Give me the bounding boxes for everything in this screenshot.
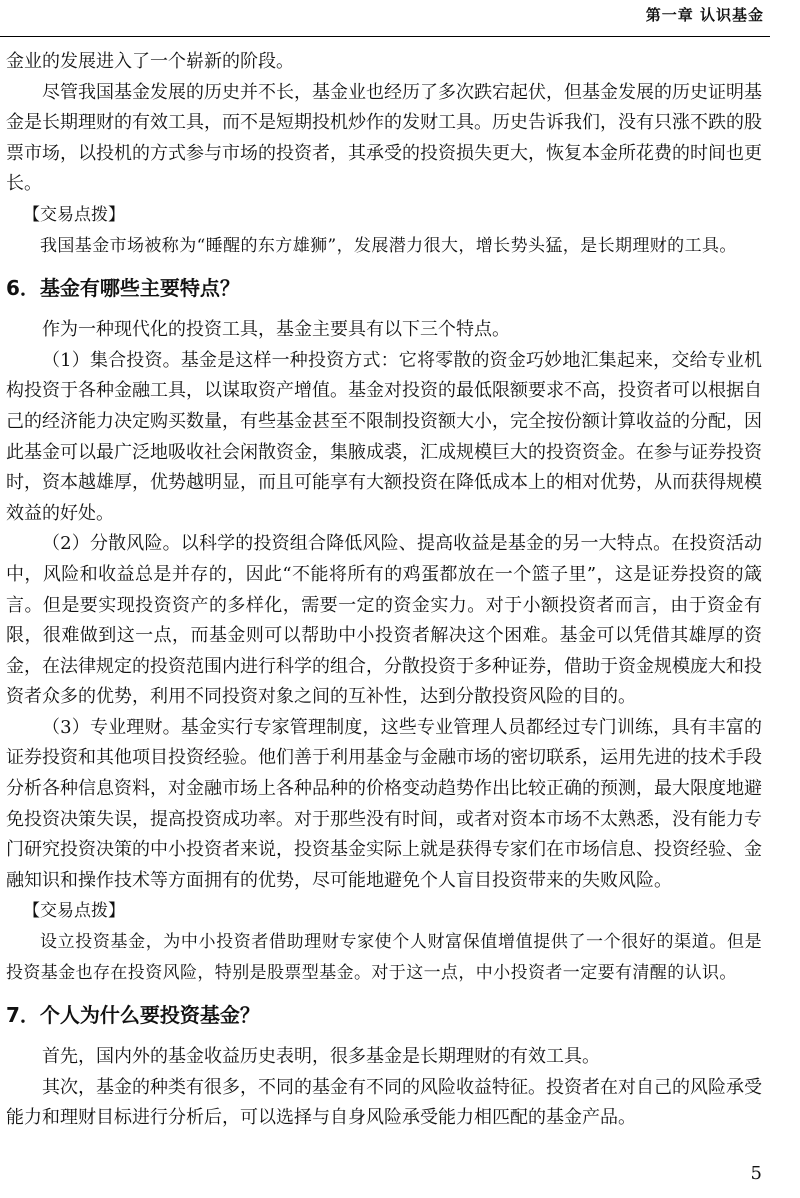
paragraph: 其次，基金的种类有很多，不同的基金有不同的风险收益特征。投资者在对自己的风险承受能力和理财目标进行分析后，可以选择与自身风险承受能力相匹配的基金产品。 <box>6 1076 762 1129</box>
paragraph: （1）集合投资。基金是这样一种投资方式：它将零散的资金巧妙地汇集起来，交给专业机构投资于各种金融工具，以谋取资产增值。基金对投资的最低限额要求不高，投资者可以根据自己的经济能力决定购买数量，有些基金甚至不限制投资额大小，完全按份额计算收益的分配，因此基金可以最广泛地吸收社会闲散资金，集腋成裘，汇成规模巨大的投资资金。在参与证券投资时，资本越雄厚，优势越明显，而且可能享有大额投资在降低成本上的相对优势，从而获得规模效益的好处。 <box>6 349 762 524</box>
paragraph: 尽管我国基金发展的历史并不长，基金业也经历了多次跌宕起伏，但基金发展的历史证明基金是长期理财的有效工具，而不是短期投机炒作的发财工具。历史告诉我们，没有只涨不跌的股票市场，以投机的方式参与市场的投资者，其承受的投资损失更大，恢复本金所花费的时间也更长。 <box>6 81 762 195</box>
tip-heading: 【交易点拨】 <box>23 204 125 225</box>
section-heading: 7．个人为什么要投资基金？ <box>6 1003 260 1028</box>
paragraph: 首先，国内外的基金收益历史表明，很多基金是长期理财的有效工具。 <box>42 1046 600 1068</box>
tip-paragraph: 我国基金市场被称为“睡醒的东方雄狮”，发展潜力很大，增长势头猛，是长期理财的工具。 <box>40 235 737 256</box>
section-heading: 6．基金有哪些主要特点？ <box>6 276 240 301</box>
paragraph: 金业的发展进入了一个崭新的阶段。 <box>6 51 294 72</box>
paragraph: （2）分散风险。以科学的投资组合降低风险、提高收益是基金的另一大特点。在投资活动中，风险和收益总是并存的，因此“不能将所有的鸡蛋都放在一个篮子里”，这是证券投资的箴言。但是要实现投资资产的多样化，需要一定的资金实力。对于小额投资者而言，由于资金有限，很难做到这一点，而基金则可以帮助中小投资者解决这个困难。基金可以凭借其雄厚的资金，在法律规定的投资范围内进行科学的组合，分散投资于多种证券，借助于资金规模庞大和投资者众多的优势，利用不同投资对象之间的互补性，达到分散投资风险的目的。 <box>6 533 762 708</box>
tip-heading: 【交易点拨】 <box>23 901 125 922</box>
chapter-title: 第一章 认识基金 <box>645 6 764 24</box>
page-number: 5 <box>750 1163 762 1184</box>
running-header <box>0 0 770 37</box>
page-body <box>6 47 762 1134</box>
tip-paragraph: 设立投资基金，为中小投资者借助理财专家使个人财富保值增值提供了一个很好的渠道。但是投资基金也存在投资风险，特别是股票型基金。对于这一点，中小投资者一定要有清醒的认识。 <box>6 932 762 983</box>
paragraph: 作为一种现代化的投资工具，基金主要具有以下三个特点。 <box>42 319 510 341</box>
paragraph: （3）专业理财。基金实行专家管理制度，这些专业管理人员都经过专门训练，具有丰富的证券投资和其他项目投资经验。他们善于利用基金与金融市场的密切联系，运用先进的技术手段分析各种信息资料，对金融市场上各种品种的价格变动趋势作出比较正确的预测，最大限度地避免投资决策失误，提高投资成功率。对于那些没有时间，或者对资本市场不太熟悉，没有能力专门研究投资决策的中小投资者来说，投资基金实际上就是获得专家们在市场信息、投资经验、金融知识和操作技术等方面拥有的优势，尽可能地避免个人盲目投资带来的失败风险。 <box>6 716 762 891</box>
